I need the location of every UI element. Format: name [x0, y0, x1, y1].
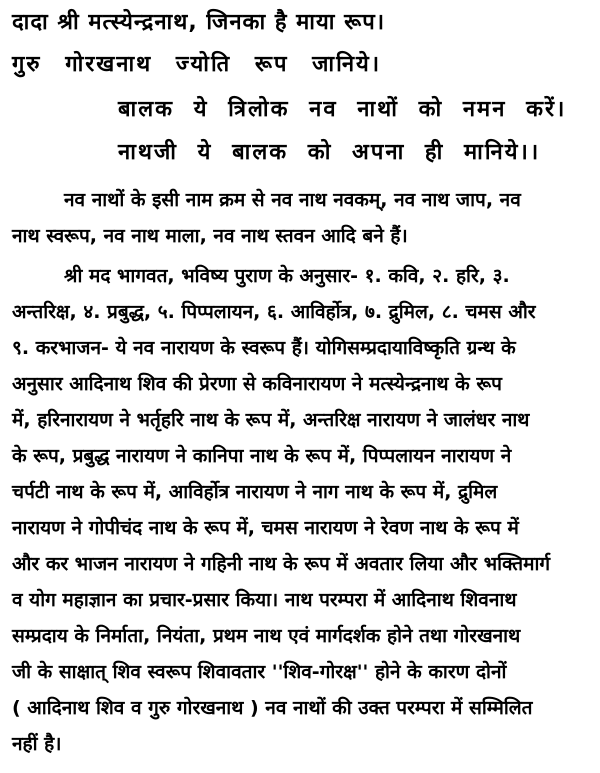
verse-line-4: नाथजी ये बालक को अपना ही मानिये।।	[118, 140, 541, 165]
paragraph-2-line: श्री मद भागवत, भविष्य पुराण के अनुसार- १. कवि, २. हरि, ३.	[64, 265, 510, 287]
verse-line-1: दादा श्री मत्स्येन्द्रनाथ, जिनका है माया रूप।	[12, 10, 386, 35]
paragraph-2-line: और कर भाजन नारायण ने गहिनी नाथ के रूप में अवतार लिया और भक्तिमार्ग	[12, 553, 551, 575]
paragraph-2-line: नारायण ने गोपीचंद नाथ के रूप में, चमस नारायण ने रेवण नाथ के रूप में	[12, 517, 519, 539]
paragraph-2-line: ९. करभाजन- ये नव नारायण के स्वरूप हैं। योगिसम्प्रदायाविष्कृति ग्रन्थ के	[12, 337, 516, 359]
paragraph-1-line: नाथ स्वरूप, नव नाथ माला, नव नाथ स्तवन आदि बने हैं।	[12, 225, 408, 247]
paragraph-2-line: अनुसार आदिनाथ शिव की प्रेरणा से कविनारायण ने मत्स्येन्द्रनाथ के रूप	[12, 373, 502, 395]
paragraph-2-line: अन्तरिक्ष, ४. प्रबुद्ध, ५. पिप्पलायन, ६. आविर्होत्र, ७. द्रुमिल, ८. चमस और	[12, 301, 536, 323]
paragraph-2-line: व योग महाज्ञान का प्रचार-प्रसार किया। नाथ परम्परा में आदिनाथ शिवनाथ	[12, 589, 517, 611]
paragraph-2-line: में, हरिनारायण ने भर्तृहरि नाथ के रूप में, अन्तरिक्ष नारायण ने जालंधर नाथ	[12, 409, 530, 431]
paragraph-2-line: नहीं है।	[12, 733, 62, 755]
verse-line-3: बालक ये त्रिलोक नव नाथों को नमन करें।	[118, 97, 567, 122]
paragraph-2-line: चर्पटी नाथ के रूप में, आविर्होत्र नारायण ने नाग नाथ के रूप में, द्रुमिल	[12, 481, 498, 503]
paragraph-2-line: जी के साक्षात् शिव स्वरूप शिवावतार ''शिव-गोरक्ष'' होने के कारण दोनों	[12, 661, 507, 683]
paragraph-1-line: नव नाथों के इसी नाम क्रम से नव नाथ नवकम्, नव नाथ जाप, नव	[64, 189, 521, 211]
paragraph-2-line: ( आदिनाथ शिव व गुरु गोरखनाथ ) नव नाथों की उक्त परम्परा में सम्मिलित	[12, 697, 533, 719]
verse-line-2: गुरु गोरखनाथ ज्योति रूप जानिये।	[12, 52, 382, 77]
paragraph-2-line: सम्प्रदाय के निर्माता, नियंता, प्रथम नाथ एवं मार्गदर्शक होने तथा गोरखनाथ	[12, 625, 521, 647]
paragraph-2-line: के रूप, प्रबुद्ध नारायण ने कानिपा नाथ के रूप में, पिप्पलायन नारायण ने	[12, 445, 512, 467]
